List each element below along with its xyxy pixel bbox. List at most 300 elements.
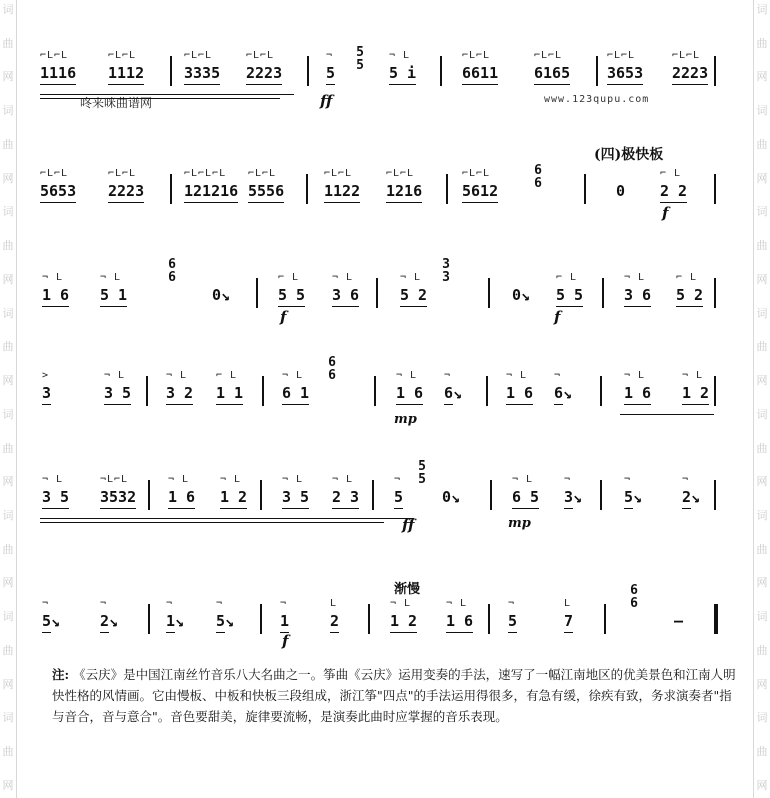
technique-marks: ⌐L⌐L xyxy=(108,168,137,179)
note-group: 6 1 xyxy=(282,384,310,402)
technique-marks: ⌐ L xyxy=(676,272,698,283)
note-group: 5 i xyxy=(389,64,417,82)
underline-beam xyxy=(40,202,76,203)
underline-beam xyxy=(248,202,284,203)
side-watermark-char: 网 xyxy=(756,475,768,489)
underline-beam xyxy=(168,508,195,509)
underline-beam xyxy=(390,632,417,633)
barline xyxy=(376,278,378,308)
barline xyxy=(262,376,264,406)
side-watermark-char: 曲 xyxy=(756,542,768,556)
technique-marks: ¬ L xyxy=(166,370,188,381)
note-group: 1 1 xyxy=(216,384,244,402)
side-watermark-char: 词 xyxy=(756,610,768,624)
side-watermark-char: 网 xyxy=(756,576,768,590)
technique-marks: ¬ L xyxy=(332,474,354,485)
chord-note: 6 xyxy=(328,355,336,370)
underline-beam xyxy=(508,632,517,633)
note-group: 5556 xyxy=(248,182,285,200)
underline-beam xyxy=(682,508,691,509)
barline xyxy=(488,604,490,634)
technique-marks: ¬ L xyxy=(512,474,534,485)
note-group: 2223 xyxy=(672,64,709,82)
barline xyxy=(714,376,716,406)
technique-marks: ¬ L xyxy=(42,474,64,485)
dynamic-mark: ff xyxy=(402,516,415,534)
barline xyxy=(446,174,448,204)
technique-marks: ⌐L⌐L xyxy=(246,50,275,61)
note-group: 0 xyxy=(616,182,626,200)
underline-beam xyxy=(564,508,573,509)
note-group: 1 6 xyxy=(506,384,534,402)
dynamic-mark: f xyxy=(282,632,289,650)
side-watermark-char: 曲 xyxy=(2,340,14,354)
barline xyxy=(602,278,604,308)
barline xyxy=(368,604,370,634)
chord-note: 6 xyxy=(168,257,176,272)
underline-beam xyxy=(396,404,423,405)
hairpin-line xyxy=(620,414,714,415)
technique-marks: ¬ xyxy=(166,598,174,609)
barline xyxy=(714,56,716,86)
tempo-change-label: 渐慢 xyxy=(394,582,421,597)
note-group: 3 5 xyxy=(42,488,70,506)
underline-beam xyxy=(330,632,339,633)
footnote-label: 注: xyxy=(52,667,70,682)
note-group: 1116 xyxy=(40,64,77,82)
barline xyxy=(714,604,718,634)
side-watermark-char: 曲 xyxy=(2,542,14,556)
chord-note: 6 xyxy=(168,270,176,285)
side-watermark-char: 词 xyxy=(756,407,768,421)
side-watermark-char: 词 xyxy=(756,205,768,219)
underline-beam xyxy=(326,84,335,85)
chord-note: 6 xyxy=(534,176,542,191)
hairpin-line xyxy=(40,94,294,95)
side-watermark-char: 词 xyxy=(756,3,768,16)
note-group: 6 5 xyxy=(512,488,540,506)
barline xyxy=(306,174,308,204)
chord-stack xyxy=(628,584,640,610)
side-watermark-char: 曲 xyxy=(2,137,14,151)
technique-marks: ⌐L⌐L xyxy=(462,50,491,61)
barline xyxy=(148,480,150,510)
chord-stack xyxy=(326,356,338,382)
side-watermark-char: 网 xyxy=(2,272,14,286)
side-watermark-char: 词 xyxy=(2,407,14,421)
technique-marks: ¬ xyxy=(444,370,452,381)
side-watermark-char: 网 xyxy=(2,576,14,590)
side-watermark-char: 网 xyxy=(756,171,768,185)
note-group: 2223 xyxy=(246,64,283,82)
technique-marks: ¬ L xyxy=(220,474,242,485)
underline-beam xyxy=(512,508,539,509)
side-watermark-left xyxy=(0,0,17,798)
side-watermark-char: 词 xyxy=(756,306,768,320)
note-group: 5↘ xyxy=(624,488,643,506)
underline-beam xyxy=(324,202,360,203)
side-watermark-char: 词 xyxy=(2,711,14,725)
technique-marks: ¬ L xyxy=(389,50,411,61)
technique-marks: ¬ L xyxy=(624,272,646,283)
side-watermark-char: 词 xyxy=(2,306,14,320)
technique-marks: ⌐L⌐L xyxy=(248,168,277,179)
underline-beam xyxy=(389,84,416,85)
technique-marks: ¬ L xyxy=(168,474,190,485)
chord-note: 3 xyxy=(442,270,450,285)
note-group: – xyxy=(674,612,684,630)
technique-marks: ¬ xyxy=(280,598,288,609)
technique-marks: ¬ L xyxy=(400,272,422,283)
note-group: 5653 xyxy=(40,182,77,200)
note-group: 6↘ xyxy=(554,384,573,402)
underline-beam xyxy=(100,306,127,307)
chord-note: 5 xyxy=(356,58,364,73)
underline-beam xyxy=(104,404,131,405)
underline-beam xyxy=(660,202,687,203)
side-watermark-char: 曲 xyxy=(2,239,14,253)
technique-marks: ⌐L⌐L xyxy=(386,168,415,179)
technique-marks: ¬ L xyxy=(682,370,704,381)
underline-beam xyxy=(282,404,309,405)
underline-beam xyxy=(462,84,498,85)
side-watermark-char: 网 xyxy=(756,677,768,691)
dynamic-mark: ff xyxy=(320,92,333,110)
section-heading: (四)极快板 xyxy=(594,147,664,163)
underline-beam xyxy=(42,508,69,509)
note-group: 0↘ xyxy=(212,286,231,304)
underline-beam xyxy=(564,632,573,633)
note-group: 3653 xyxy=(607,64,644,82)
underline-beam xyxy=(386,202,422,203)
barline xyxy=(148,604,150,634)
underline-beam xyxy=(216,632,225,633)
technique-marks: L xyxy=(564,598,572,609)
technique-marks: ¬ L xyxy=(396,370,418,381)
underline-beam xyxy=(108,84,144,85)
barline xyxy=(486,376,488,406)
side-watermark-char: 曲 xyxy=(2,36,14,50)
barline xyxy=(440,56,442,86)
note-group: 5 2 xyxy=(676,286,704,304)
side-watermark-char: 词 xyxy=(2,104,14,118)
underline-beam xyxy=(278,306,305,307)
chord-note: 5 xyxy=(418,472,426,487)
side-watermark-char: 曲 xyxy=(2,643,14,657)
side-watermark-char: 曲 xyxy=(756,137,768,151)
dynamic-mark: f xyxy=(554,308,561,326)
technique-marks: ⌐ L xyxy=(278,272,300,283)
technique-marks: ¬ L xyxy=(42,272,64,283)
underline-beam xyxy=(100,508,136,509)
technique-marks: ⌐L⌐L xyxy=(40,50,69,61)
chord-stack xyxy=(416,460,428,486)
note-group: 1 6 xyxy=(396,384,424,402)
barline xyxy=(170,174,172,204)
note-group: 121216 xyxy=(184,182,239,200)
underline-beam xyxy=(624,508,633,509)
note-group: 3 5 xyxy=(104,384,132,402)
technique-marks: ¬ xyxy=(624,474,632,485)
note-group: 1↘ xyxy=(166,612,185,630)
barline xyxy=(714,278,716,308)
note-group: 2↘ xyxy=(682,488,701,506)
underline-beam xyxy=(166,632,175,633)
technique-marks: ¬ L xyxy=(390,598,412,609)
technique-marks: ⌐L⌐L xyxy=(462,168,491,179)
side-watermark-char: 词 xyxy=(2,205,14,219)
note-group: 3 xyxy=(42,384,52,402)
footnote xyxy=(52,664,742,727)
underline-beam xyxy=(554,404,563,405)
side-watermark-char: 曲 xyxy=(756,745,768,759)
underline-beam xyxy=(42,306,69,307)
underline-beam xyxy=(672,84,708,85)
technique-marks: ⌐L⌐L xyxy=(607,50,636,61)
underline-beam xyxy=(607,84,643,85)
underline-beam xyxy=(108,202,144,203)
technique-marks: ¬ xyxy=(564,474,572,485)
side-watermark-char: 网 xyxy=(756,70,768,84)
barline xyxy=(584,174,586,204)
side-watermark-char: 曲 xyxy=(2,745,14,759)
technique-marks: ⌐L⌐L xyxy=(184,50,213,61)
technique-marks: ¬ L xyxy=(624,370,646,381)
side-watermark-char: 词 xyxy=(756,711,768,725)
technique-marks: ¬ xyxy=(100,598,108,609)
side-watermark-char: 网 xyxy=(756,272,768,286)
dynamic-mark: f xyxy=(662,204,669,222)
side-watermark-char: 网 xyxy=(756,778,768,792)
note-group: 5 5 xyxy=(278,286,306,304)
barline xyxy=(600,376,602,406)
chord-stack xyxy=(440,258,452,284)
chord-note: 6 xyxy=(630,596,638,611)
side-watermark-char: 曲 xyxy=(756,643,768,657)
underline-beam xyxy=(184,84,220,85)
side-watermark-char: 网 xyxy=(2,70,14,84)
barline xyxy=(596,56,598,86)
note-group: 1 2 xyxy=(390,612,418,630)
dynamic-mark: f xyxy=(280,308,287,326)
dynamic-mark: mp xyxy=(394,412,417,427)
note-group: 5612 xyxy=(462,182,499,200)
note-group: 1 6 xyxy=(446,612,474,630)
side-watermark-right xyxy=(753,0,770,798)
technique-marks: ⌐L⌐L xyxy=(672,50,701,61)
side-watermark-char: 网 xyxy=(2,677,14,691)
underline-beam xyxy=(444,404,453,405)
note-group: 2↘ xyxy=(100,612,119,630)
note-group: 5 xyxy=(326,64,336,82)
underline-beam xyxy=(100,632,109,633)
barline xyxy=(170,56,172,86)
side-watermark-char: 曲 xyxy=(756,36,768,50)
barline xyxy=(256,278,258,308)
hairpin-line xyxy=(40,522,384,523)
barline xyxy=(488,278,490,308)
note-group: 3 6 xyxy=(624,286,652,304)
underline-beam xyxy=(332,306,359,307)
note-group: 1 6 xyxy=(624,384,652,402)
technique-marks: ⌐L⌐L xyxy=(40,168,69,179)
side-watermark-char: 网 xyxy=(2,475,14,489)
technique-marks: ¬ xyxy=(216,598,224,609)
side-watermark-char: 曲 xyxy=(756,340,768,354)
note-group: 5 5 xyxy=(556,286,584,304)
technique-marks: ⌐ L xyxy=(556,272,578,283)
side-watermark-char: 网 xyxy=(2,778,14,792)
side-watermark-char: 曲 xyxy=(2,441,14,455)
barline xyxy=(490,480,492,510)
underline-beam xyxy=(556,306,583,307)
underline-beam xyxy=(40,84,76,85)
underline-beam xyxy=(42,632,51,633)
side-watermark-char: 词 xyxy=(756,509,768,523)
hairpin-line xyxy=(40,98,280,99)
technique-marks: > xyxy=(42,370,50,381)
underline-beam xyxy=(446,632,473,633)
technique-marks: ¬ xyxy=(682,474,690,485)
technique-marks: ¬ L xyxy=(282,370,304,381)
technique-marks: ⌐ L xyxy=(216,370,238,381)
side-watermark-char: 网 xyxy=(2,374,14,388)
note-group: 6165 xyxy=(534,64,571,82)
barline xyxy=(372,480,374,510)
underline-beam xyxy=(42,404,51,405)
chord-stack xyxy=(354,46,366,72)
technique-marks: ⌐L⌐L⌐L xyxy=(184,168,227,179)
side-watermark-char: 词 xyxy=(756,104,768,118)
note-group: 3 5 xyxy=(282,488,310,506)
note-group: 1 2 xyxy=(682,384,710,402)
barline xyxy=(146,376,148,406)
side-watermark-char: 曲 xyxy=(756,441,768,455)
technique-marks: ¬ L xyxy=(506,370,528,381)
footnote-text: 《云庆》是中国江南丝竹音乐八大名曲之一。筝曲《云庆》运用变奏的手法，速写了一幅江南地区的优美景色和江南人明快性格的风情画。它由慢板、中板和快板三段组成，浙江筝"四点"的手法运用得很多，有急有缓，徐疾有致，务求演奏者"指与音合，音与意合"。音色要甜美，旋律要流畅，是演奏此曲时应掌握的音乐表现。 xyxy=(52,667,736,724)
note-group: 2 xyxy=(330,612,340,630)
hairpin-line xyxy=(40,518,414,519)
watermark-url: www.123qupu.com xyxy=(544,94,650,105)
underline-beam xyxy=(184,202,238,203)
underline-beam xyxy=(282,508,309,509)
note-group: 5 2 xyxy=(400,286,428,304)
technique-marks: L xyxy=(330,598,338,609)
underline-beam xyxy=(216,404,243,405)
note-group: 3 2 xyxy=(166,384,194,402)
note-group: 1 6 xyxy=(168,488,196,506)
note-group: 2 3 xyxy=(332,488,360,506)
note-group: 1216 xyxy=(386,182,423,200)
note-group: 3532 xyxy=(100,488,137,506)
note-group: 5 xyxy=(508,612,518,630)
side-watermark-char: 词 xyxy=(2,610,14,624)
barline xyxy=(374,376,376,406)
note-group: 0↘ xyxy=(512,286,531,304)
dynamic-mark: mp xyxy=(508,516,531,531)
barline xyxy=(714,480,716,510)
note-group: 7 xyxy=(564,612,574,630)
note-group: 5↘ xyxy=(216,612,235,630)
side-watermark-char: 词 xyxy=(2,509,14,523)
underline-beam xyxy=(332,508,359,509)
note-group: 1 6 xyxy=(42,286,70,304)
chord-note: 6 xyxy=(630,583,638,598)
technique-marks: ⌐L⌐L xyxy=(534,50,563,61)
technique-marks: ⌐L⌐L xyxy=(108,50,137,61)
technique-marks: ¬ xyxy=(394,474,402,485)
technique-marks: ⌐ L xyxy=(660,168,682,179)
technique-marks: ¬ L xyxy=(446,598,468,609)
chord-note: 5 xyxy=(356,45,364,60)
barline xyxy=(600,480,602,510)
underline-beam xyxy=(220,508,247,509)
note-group: 5 1 xyxy=(100,286,128,304)
technique-marks: ¬ L xyxy=(104,370,126,381)
underline-beam xyxy=(246,84,282,85)
note-group: 6↘ xyxy=(444,384,463,402)
note-group: 1122 xyxy=(324,182,361,200)
underline-beam xyxy=(682,404,709,405)
barline xyxy=(260,480,262,510)
note-group: 3↘ xyxy=(564,488,583,506)
underline-beam xyxy=(534,84,570,85)
note-group: 5 xyxy=(394,488,404,506)
note-group: 5↘ xyxy=(42,612,61,630)
chord-note: 6 xyxy=(328,368,336,383)
chord-stack xyxy=(532,164,544,190)
technique-marks: ¬ L xyxy=(332,272,354,283)
technique-marks: ¬ L xyxy=(100,272,122,283)
barline xyxy=(307,56,309,86)
underline-beam xyxy=(624,306,651,307)
side-watermark-char: 网 xyxy=(2,171,14,185)
note-group: 6611 xyxy=(462,64,499,82)
underline-beam xyxy=(462,202,498,203)
note-group: 1 xyxy=(280,612,290,630)
technique-marks: ¬ L xyxy=(282,474,304,485)
technique-marks: ¬ xyxy=(554,370,562,381)
chord-note: 5 xyxy=(418,459,426,474)
chord-note: 6 xyxy=(534,163,542,178)
note-group: 1 2 xyxy=(220,488,248,506)
underline-beam xyxy=(676,306,703,307)
note-group: 1112 xyxy=(108,64,145,82)
note-group: 0↘ xyxy=(442,488,461,506)
note-group: 3 6 xyxy=(332,286,360,304)
technique-marks: ¬ xyxy=(42,598,50,609)
note-group: 2 2 xyxy=(660,182,688,200)
barline xyxy=(714,174,716,204)
side-watermark-char: 曲 xyxy=(756,239,768,253)
note-group: 2223 xyxy=(108,182,145,200)
technique-marks: ¬ xyxy=(326,50,334,61)
underline-beam xyxy=(394,508,403,509)
chord-note: 3 xyxy=(442,257,450,272)
side-watermark-char: 网 xyxy=(756,374,768,388)
underline-beam xyxy=(624,404,651,405)
chord-stack xyxy=(166,258,178,284)
underline-beam xyxy=(166,404,193,405)
side-watermark-char: 词 xyxy=(2,3,14,16)
technique-marks: ⌐L⌐L xyxy=(324,168,353,179)
barline xyxy=(260,604,262,634)
technique-marks: ¬L⌐L xyxy=(100,474,129,485)
underline-beam xyxy=(506,404,533,405)
technique-marks: ¬ xyxy=(508,598,516,609)
watermark-site-name: 咚来咪曲谱网 xyxy=(80,96,153,110)
barline xyxy=(604,604,606,634)
